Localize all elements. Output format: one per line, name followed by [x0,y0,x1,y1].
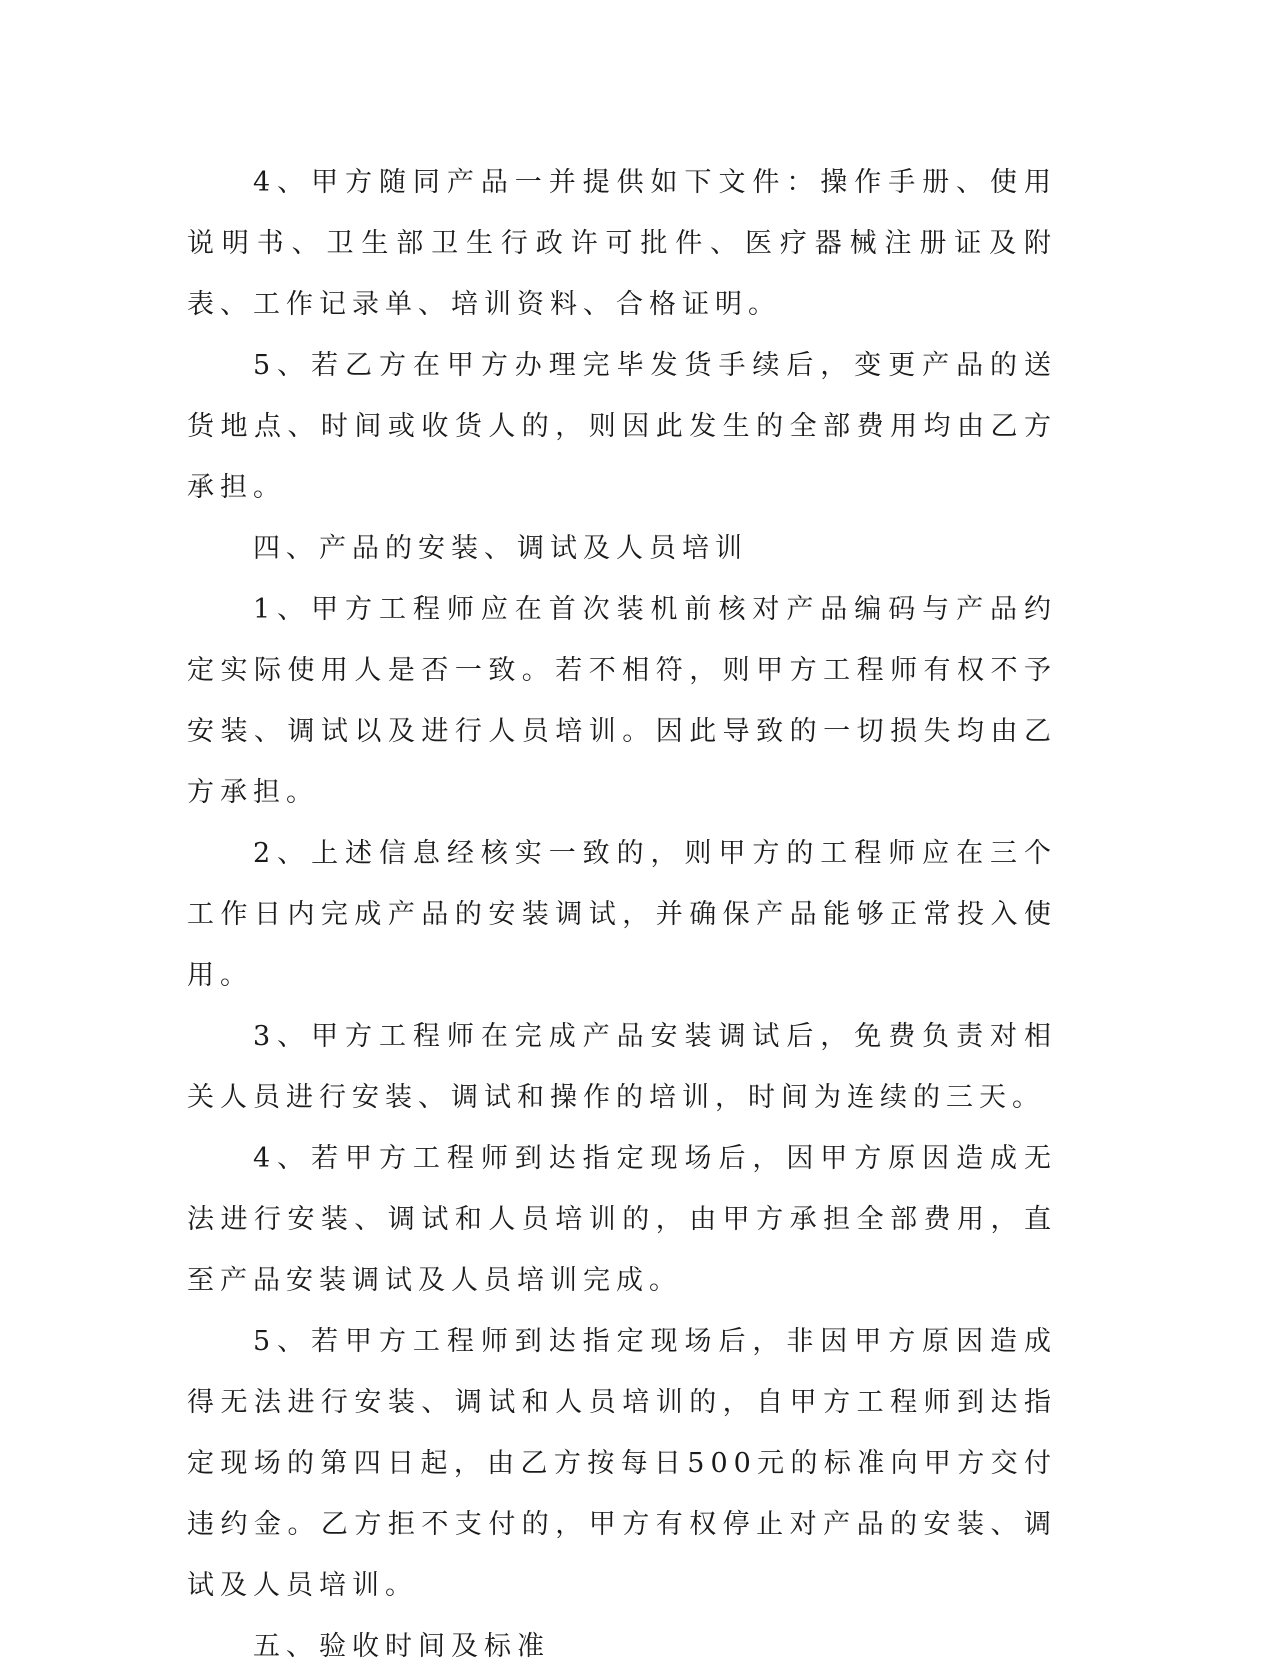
section-4-heading: 四、产品的安装、调试及人员培训 [253,533,748,564]
clause-4-3-training: 3、甲方工程师在完成产品安装调试后，免费负责对相关人员进行安装、调试和操作的培训，时间为连续的三天。 [187,1021,1057,1113]
clause-4-2-installation: 2、上述信息经核实一致的，则甲方的工程师应在三个工作日内完成产品的安装调试，并确保产品能够正常投入使用。 [187,838,1057,991]
clause-4-5-party-b-fault: 5、若甲方工程师到达指定现场后，非因甲方原因造成得无法进行安装、调试和人员培训的，自甲方工程师到达指定现场的第四日起，由乙方按每日500元的标准向甲方交付违约金。乙方拒不支付的，甲方有权停止对产品的安装、调试及人员培训。 [187,1326,1057,1601]
clause-4-1-verification: 1、甲方工程师应在首次装机前核对产品编码与产品约定实际使用人是否一致。若不相符，则甲方工程师有权不予安装、调试以及进行人员培训。因此导致的一切损失均由乙方承担。 [187,594,1057,808]
document-body [187,152,1057,1677]
clause-3-4-documents: 4、甲方随同产品一并提供如下文件：操作手册、使用说明书、卫生部卫生行政许可批件、医疗器械注册证及附表、工作记录单、培训资料、合格证明。 [187,167,1057,320]
section-5-heading: 五、验收时间及标准 [253,1631,550,1662]
clause-4-4-party-a-fault: 4、若甲方工程师到达指定现场后，因甲方原因造成无法进行安装、调试和人员培训的，由甲方承担全部费用，直至产品安装调试及人员培训完成。 [187,1143,1057,1296]
clause-3-5-delivery-change: 5、若乙方在甲方办理完毕发货手续后，变更产品的送货地点、时间或收货人的，则因此发生的全部费用均由乙方承担。 [187,350,1057,503]
